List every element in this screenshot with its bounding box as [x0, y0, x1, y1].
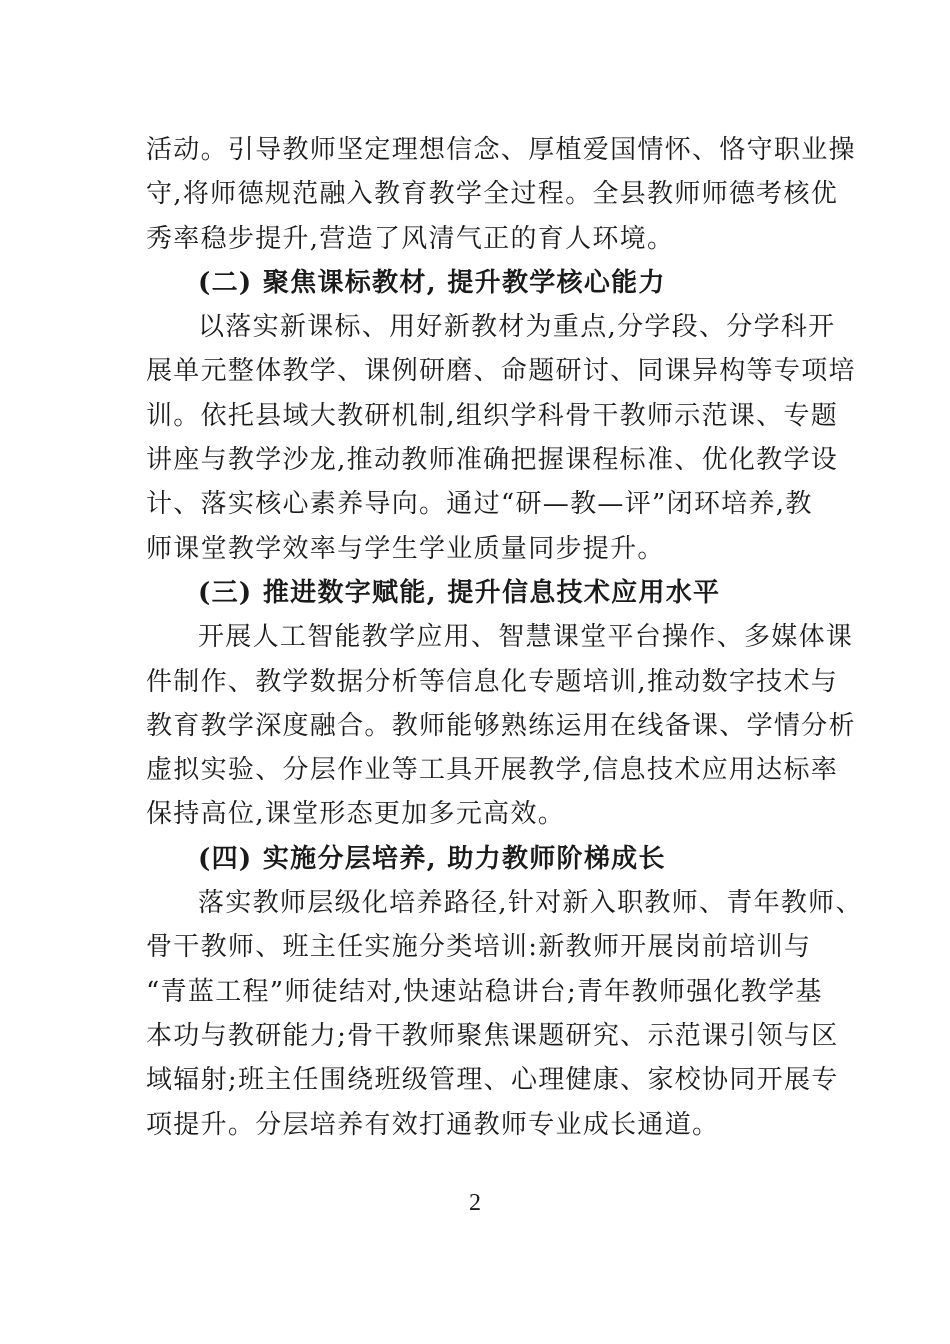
body-line: 保持高位,课堂形态更加多元高效。	[146, 799, 566, 830]
body-line: 以落实新课标、用好新教材为重点,分学段、分学科开	[198, 312, 836, 343]
page-number: 2	[469, 1190, 481, 1216]
body-line: 项提升。分层培养有效打通教师专业成长通道。	[146, 1109, 720, 1140]
body-line: 件制作、教学数据分析等信息化专题培训,推动数字技术与	[146, 666, 839, 697]
body-line: 训。依托县域大教研机制,组织学科骨干教师示范课、专题	[146, 400, 839, 431]
body-line: 计、落实核心素养导向。通过“研—教—评”闭环培养,教	[146, 489, 813, 520]
body-line: 师课堂教学效率与学生学业质量同步提升。	[146, 533, 665, 564]
body-line: 秀率稳步提升,营造了风清气正的育人环境。	[146, 223, 675, 254]
section-heading: (四) 实施分层培养, 助力教师阶梯成长	[198, 843, 666, 874]
body-line: 守,将师德规范融入教育教学全过程。全县教师师德考核优	[146, 179, 839, 210]
body-line: 虚拟实验、分层作业等工具开展教学,信息技术应用达标率	[146, 755, 839, 786]
section-heading: (三) 推进数字赋能, 提升信息技术应用水平	[198, 577, 721, 608]
body-line: 讲座与教学沙龙,推动教师准确把握课程标准、优化教学设	[146, 445, 839, 476]
body-line: 开展人工智能教学应用、智慧课堂平台操作、多媒体课	[198, 622, 854, 653]
body-text	[146, 128, 863, 1147]
body-line: 骨干教师、班主任实施分类培训:新教师开展岗前培训与	[146, 932, 812, 963]
body-line: 教育教学深度融合。教师能够熟练运用在线备课、学情分析	[146, 710, 856, 741]
body-line: 域辐射;班主任围绕班级管理、心理健康、家校协同开展专	[146, 1065, 839, 1096]
body-line: 活动。引导教师坚定理想信念、厚植爱国情怀、恪守职业操	[146, 135, 856, 165]
body-line: “青蓝工程”师徒结对,快速站稳讲台;青年教师强化教学基	[146, 976, 823, 1007]
body-line: 展单元整体教学、课例研磨、命题研讨、同课异构等专项培	[146, 356, 856, 387]
body-line: 落实教师层级化培养路径,针对新入职教师、青年教师、	[198, 888, 863, 919]
body-line: 本功与教研能力;骨干教师聚焦课题研究、示范课引领与区	[146, 1020, 839, 1051]
section-heading: (二) 聚焦课标教材, 提升教学核心能力	[198, 267, 666, 298]
